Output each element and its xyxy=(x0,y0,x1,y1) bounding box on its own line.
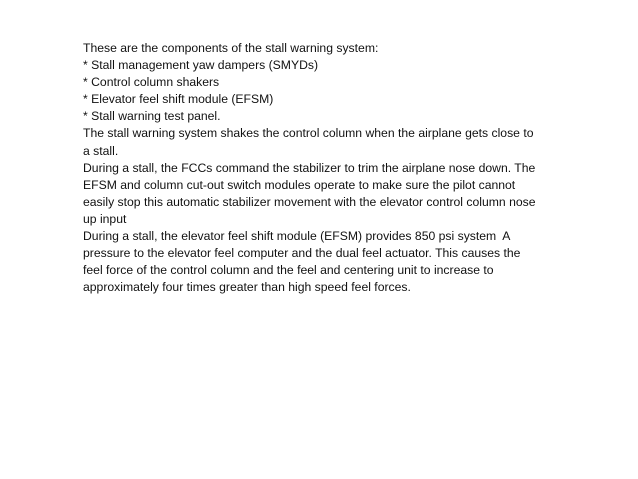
text-line: * Stall management yaw dampers (SMYDs) xyxy=(83,58,319,73)
text-line: These are the components of the stall warning system: xyxy=(83,41,379,55)
text-line: * Stall warning test panel. xyxy=(83,109,221,124)
text-line: pressure to the elevator feel computer and the dual feel actuator. This causes the xyxy=(83,246,521,261)
text-line: The stall warning system shakes the control column when the airplane gets close to xyxy=(83,126,534,141)
text-line: up input xyxy=(83,211,127,226)
text-line: feel force of the control column and the feel and centering unit to increase to xyxy=(83,263,494,278)
text-line: During a stall, the FCCs command the stabilizer to trim the airplane nose down. The xyxy=(83,160,536,175)
text-line: During a stall, the elevator feel shift module (EFSM) provides 850 psi system A xyxy=(83,229,511,244)
text-line: easily stop this automatic stabilizer movement with the elevator control column nose xyxy=(83,194,536,209)
text-line: * Elevator feel shift module (EFSM) xyxy=(83,92,274,107)
text-line: approximately four times greater than high speed feel forces. xyxy=(83,280,411,295)
text-line: a stall. xyxy=(83,143,119,158)
slide-text-body xyxy=(83,40,553,296)
text-line: * Control column shakers xyxy=(83,75,220,90)
text-line: EFSM and column cut-out switch modules operate to make sure the pilot cannot xyxy=(83,177,516,192)
